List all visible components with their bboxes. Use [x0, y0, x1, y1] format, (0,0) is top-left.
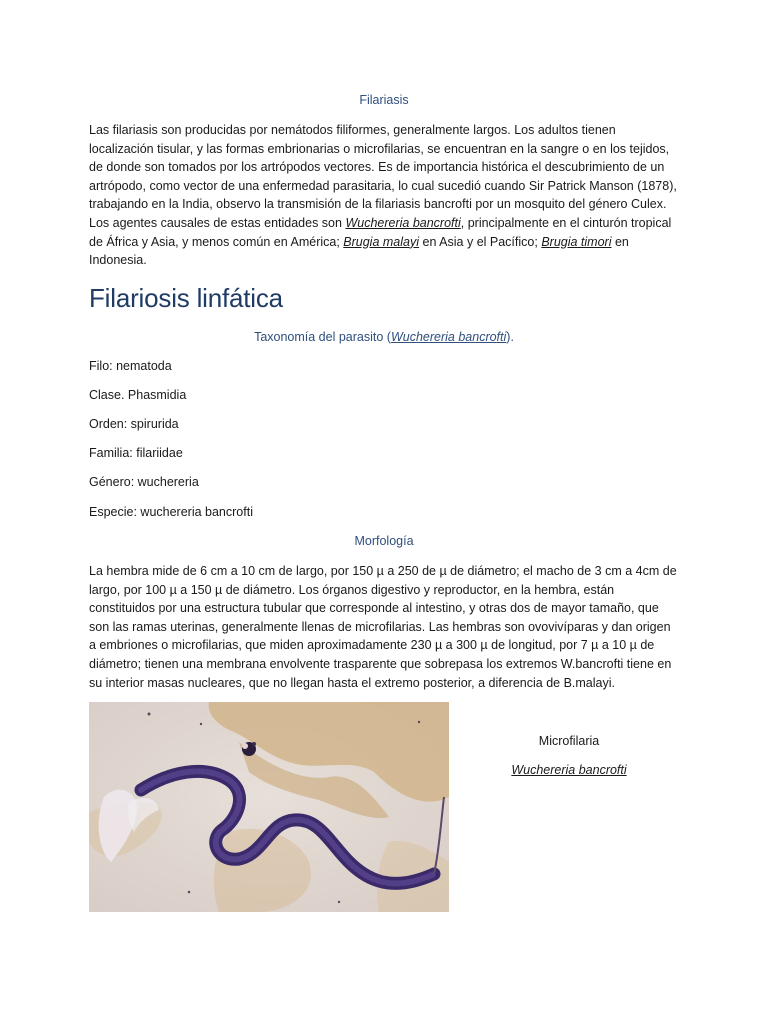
figure-caption-title: Microfilaria — [538, 734, 600, 748]
taxonomy-row: Clase. Phasmidia — [89, 388, 187, 402]
taxonomy-heading — [89, 330, 679, 344]
species-brugia-malayi: Brugia malayi — [343, 234, 420, 249]
species-brugia-timori: Brugia timori — [541, 234, 612, 249]
taxonomy-heading-pre: Taxonomía del parasito ( — [254, 330, 391, 344]
taxonomy-row: Género: wuchereria — [89, 475, 199, 489]
intro-text-1: Las filariasis son producidas por nemátodos filiformes, generalmente largos. Los adultos tienen localización tisular, y las formas embrionarias o microfilarias, se encuentran en la sangre o en los tejidos, de donde son tomados por los artrópodos vectores. Es de importancia histórica el descubrimiento de un artrópodo, como vector de una enfermedad parasitaria, lo cual sucedió cuando Sir Patrick Manson (1878), trabajando en la India, observo la transmisión de la filariasis bancrofti por un mosquito del género Culex. Los agentes causales de estas entidades son — [89, 123, 677, 230]
species-wuchereria: Wuchereria bancrofti — [345, 215, 461, 230]
taxonomy-heading-species: Wuchereria bancrofti — [390, 330, 507, 344]
intro-text-3: en Asia y el Pacífico; — [419, 234, 542, 249]
taxonomy-row: Especie: wuchereria bancrofti — [89, 505, 253, 519]
taxonomy-heading-post: ). — [506, 330, 514, 344]
taxonomy-row: Orden: spirurida — [89, 417, 179, 431]
taxonomy-row: Familia: filariidae — [89, 446, 183, 460]
morphology-heading: Morfología — [354, 534, 414, 548]
intro-text-2: , principalmente en el cinturón tropical de África y Asia, y menos común en América; — [89, 215, 672, 249]
figure-caption-species: Wuchereria bancrofti — [511, 763, 627, 777]
morphology-paragraph: La hembra mide de 6 cm a 10 cm de largo, por 150 µ a 250 de µ de diámetro; el macho de 3 cm a 4cm de largo, por 100 µ a 150 µ de diámetro. Los órganos digestivo y reproductor, en la hembra, están constituidos por una estructura tubular que corresponde al intestino, y otras dos de mayor tamaño, que son las ramas uterinas, generalmente llenas de microfilarias. Las hembras son ovovivíparas y dan origen a embriones o microfilarias, que miden aproximadamente 230 µ a 300 µ de longitud, por 7 µ a 10 µ de diámetro; tienen una membrana envolvente trasparente que sobrepasa los extremos W.bancrofti tiene en su interior masas nucleares, que no llegan hasta el extremo posterior, a diferencia de B.malayi. — [89, 564, 677, 690]
intro-text-4: en Indonesia. — [89, 234, 629, 268]
intro-paragraph — [89, 121, 679, 270]
microfilaria-photo — [89, 702, 449, 912]
section-title: Filariosis linfática — [89, 283, 283, 313]
microfilaria-image — [89, 702, 449, 912]
document-title: Filariasis — [359, 93, 409, 107]
taxonomy-row: Filo: nematoda — [89, 359, 172, 373]
